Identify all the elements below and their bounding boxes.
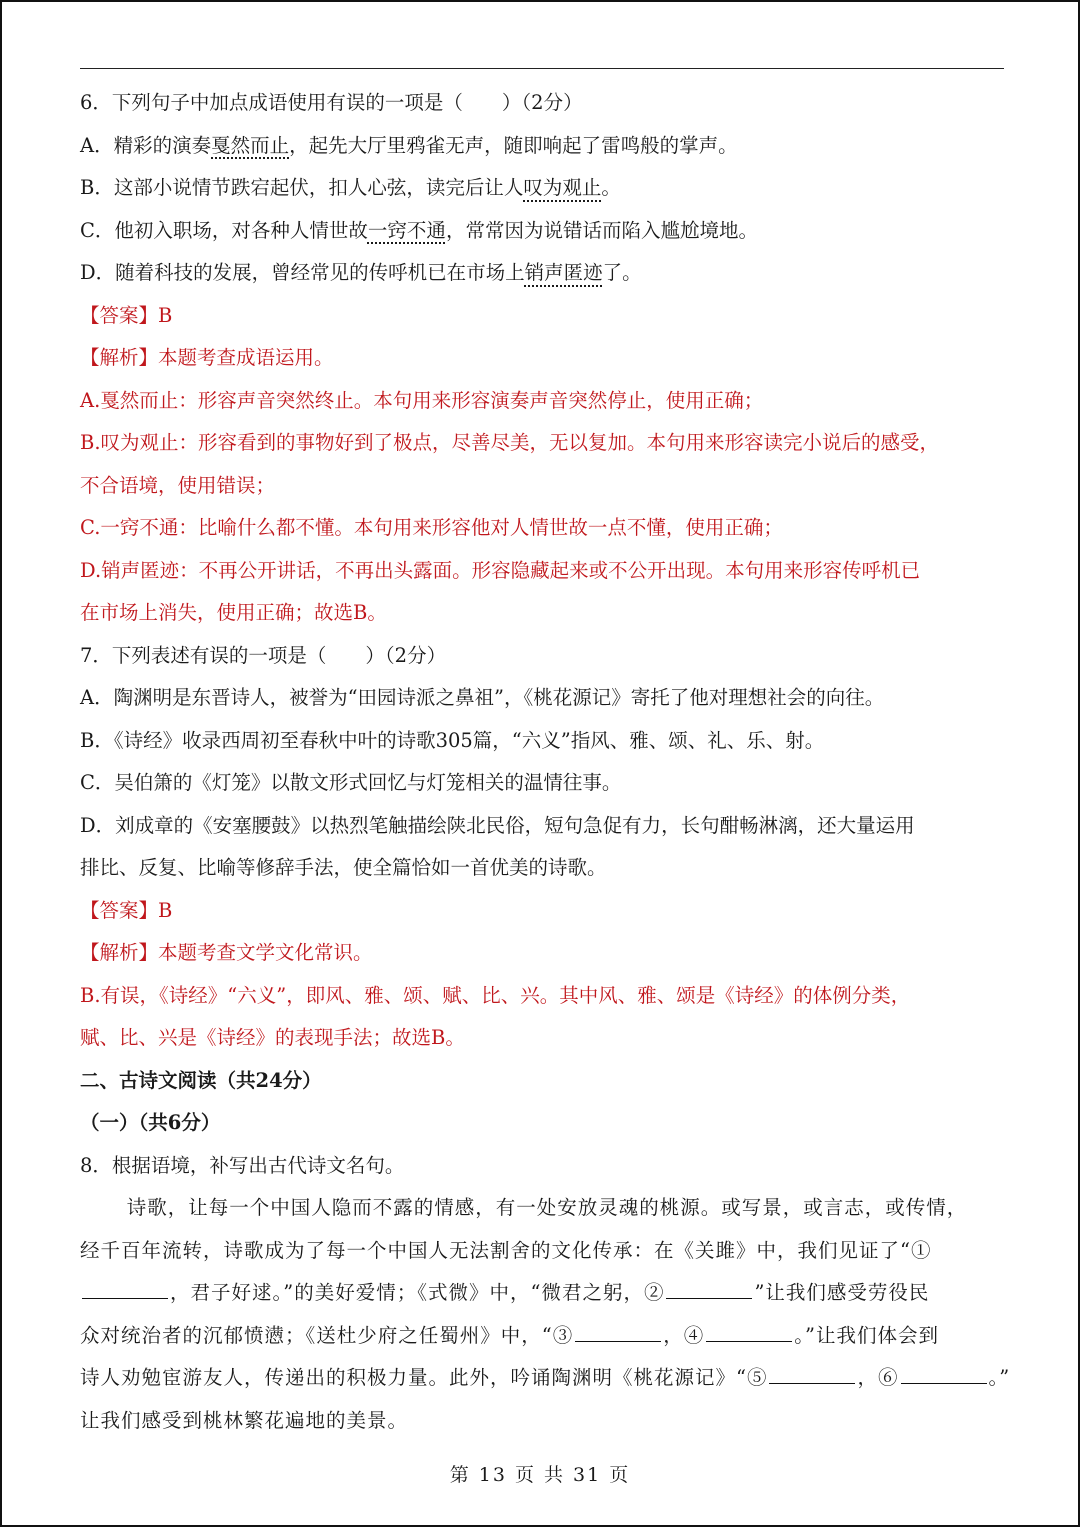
q8-blank-5[interactable] bbox=[769, 1362, 855, 1384]
q8-stem: 8．根据语境，补写出古代诗文名句。 bbox=[80, 1153, 405, 1177]
q6-b-idiom: 叹为观止 bbox=[523, 176, 602, 199]
q8-passage-line-1: 诗歌，让每一个中国人隐而不露的情感，有一处安放灵魂的桃源。或写景，或言志，或传情， bbox=[126, 1196, 968, 1219]
q8-passage-line-2: 经千百年流转，诗歌成为了每一个中国人无法割舍的文化传承：在《关雎》中，我们见证了“① bbox=[80, 1238, 932, 1262]
q6-option-a: A．精彩的演奏戛然而止，起先大厅里鸦雀无声，随即响起了雷鸣般的掌声。 bbox=[80, 133, 738, 157]
q6-answer: 【答案】B bbox=[80, 303, 173, 327]
header-rule bbox=[80, 68, 1004, 69]
q6-explanation-c: C.一窍不通：比喻什么都不懂。本句用来形容他对人情世故一点不懂，使用正确； bbox=[80, 516, 783, 539]
q8-blank-6[interactable] bbox=[901, 1362, 987, 1384]
q7-explanation-1: B.有误，《诗经》“六义”，即风、雅、颂、赋、比、兴。其中风、雅、颂是《诗经》的体例分类， bbox=[80, 983, 911, 1007]
section-2-subtitle: （一）（共6分） bbox=[80, 1111, 221, 1134]
q7-stem: 7．下列表述有误的一项是（ ）（2分） bbox=[80, 643, 447, 667]
q6-c-idiom: 一窍不通 bbox=[367, 218, 446, 242]
q6-explanation-b-2: 不合语境，使用错误； bbox=[80, 473, 276, 497]
q8-blank-1[interactable] bbox=[82, 1277, 168, 1299]
q7-explanation-2: 赋、比、兴是《诗经》的表现手法；故选B。 bbox=[80, 1026, 465, 1049]
q8-blank-2[interactable] bbox=[666, 1277, 752, 1299]
q6-analysis: 【解析】本题考查成语运用。 bbox=[80, 346, 334, 369]
q8-passage-line-6: 让我们感受到桃林繁花遍地的美景。 bbox=[80, 1408, 409, 1432]
q6-stem: 6．下列句子中加点成语使用有误的一项是（ ）（2分） bbox=[80, 91, 583, 114]
q6-option-b: B．这部小说情节跌宕起伏，扣人心弦，读完后让人叹为观止。 bbox=[80, 176, 621, 199]
page-content bbox=[80, 82, 1011, 1442]
q8-passage-line-3: ，君子好逑。”的美好爱情；《式微》中，“微君之躬，② ”让我们感受劳役民 bbox=[80, 1272, 1004, 1315]
q6-a-idiom: 戛然而止 bbox=[211, 133, 290, 157]
q6-d-idiom: 销声匿迹 bbox=[524, 261, 603, 284]
q8-passage-line-4: 众对统治者的沉郁愤懑；《送杜少府之任蜀州》中，“③ ，④ 。”让我们体会到 bbox=[80, 1315, 1004, 1358]
q6-explanation-d-2: 在市场上消失，使用正确；故选B。 bbox=[80, 601, 387, 624]
q7-option-d-1: D．刘成章的《安塞腰鼓》以热烈笔触描绘陕北民俗，短句急促有力，长句酣畅淋漓，还大量运用 bbox=[80, 813, 915, 837]
q7-option-d-2: 排比、反复、比喻等修辞手法，使全篇恰如一首优美的诗歌。 bbox=[80, 856, 607, 879]
page-number: 第 13 页 共 31 页 bbox=[449, 1464, 631, 1486]
q8-passage-line-5: 诗人劝勉宦游友人，传递出的积极力量。此外，吟诵陶渊明《桃花源记》“⑤ ，⑥ 。” bbox=[80, 1357, 1004, 1400]
q7-analysis: 【解析】本题考查文学文化常识。 bbox=[80, 941, 373, 964]
q8-blank-4[interactable] bbox=[706, 1319, 792, 1341]
section-2-title: 二、古诗文阅读（共24分） bbox=[80, 1068, 322, 1092]
q8-blank-3[interactable] bbox=[575, 1319, 661, 1341]
q6-option-c: C．他初入职场，对各种人情世故一窍不通，常常因为说错话而陷入尴尬境地。 bbox=[80, 218, 758, 242]
q6-option-d: D．随着科技的发展，曾经常见的传呼机已在市场上销声匿迹了。 bbox=[80, 261, 642, 284]
q6-explanation-b-1: B.叹为观止：形容看到的事物好到了极点，尽善尽美，无以复加。本句用来形容读完小说后的感受， bbox=[80, 431, 940, 454]
q7-option-b: B．《诗经》收录西周初至春秋中叶的诗歌305篇，“六义”指风、雅、颂、礼、乐、射。 bbox=[80, 728, 825, 752]
q6-explanation-a: A.戛然而止：形容声音突然终止。本句用来形容演奏声音突然停止，使用正确； bbox=[80, 388, 764, 412]
q7-answer: 【答案】B bbox=[80, 898, 173, 922]
q7-option-a: A．陶渊明是东晋诗人，被誉为“田园诗派之鼻祖”，《桃花源记》寄托了他对理想社会的向往。 bbox=[80, 686, 885, 709]
q7-option-c: C．吴伯箫的《灯笼》以散文形式回忆与灯笼相关的温情往事。 bbox=[80, 771, 622, 794]
q6-explanation-d-1: D.销声匿迹：不再公开讲话，不再出头露面。形容隐藏起来或不公开出现。本句用来形容传呼机已 bbox=[80, 558, 921, 582]
